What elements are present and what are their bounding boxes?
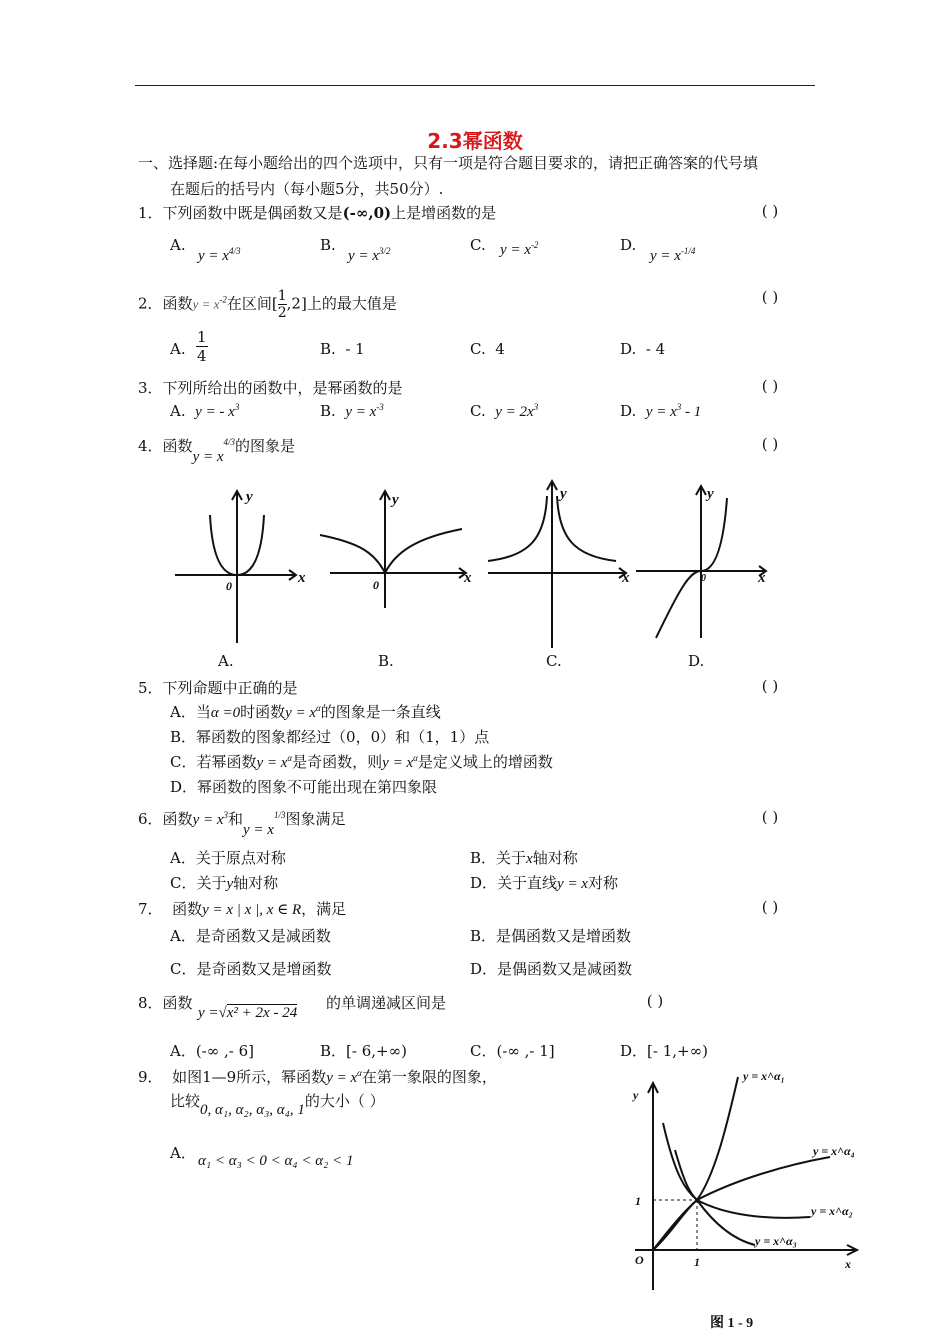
q1-option-d[interactable]: D. bbox=[620, 236, 637, 254]
graph-d-curve bbox=[656, 498, 727, 638]
graph-c-x-label: x bbox=[622, 570, 630, 586]
graph-d-origin: 0 bbox=[701, 573, 706, 584]
q9-stem: 9． 如图1—9所示，幂函数$y = x^\alpha$在第一象限的图象， bbox=[138, 1068, 497, 1086]
q3-stem: 3．下列所给出的函数中，是幂函数的是 bbox=[138, 379, 403, 397]
q5-option-d[interactable]: D．幂函数的图象不可能出现在第四象限 bbox=[170, 778, 438, 796]
graph-a-x-label: x bbox=[298, 570, 306, 586]
fig-label-alpha1: y = x^α₁ bbox=[743, 1069, 785, 1083]
q2-option-d[interactable]: D. - 4 bbox=[620, 340, 666, 358]
q1-option-c-expr: $y = x^{-2}$ bbox=[500, 240, 539, 258]
q2-stem: 2．函数$y = x^{-2}$在区间[ $\frac{1}{2}$ ,2]上的最大值是 bbox=[138, 288, 397, 321]
q8-option-d[interactable]: D．[- 1,+∞) bbox=[620, 1042, 708, 1060]
q4-answer-paren: ( ) bbox=[761, 435, 779, 453]
q3-option-a[interactable]: A. y = - $x^3$ bbox=[170, 402, 240, 420]
q1-option-a-expr: $y = x^{4/3}$ bbox=[198, 246, 241, 264]
q5-option-b[interactable]: B．幂函数的图象都经过（0，0）和（1，1）点 bbox=[170, 728, 490, 746]
q5-stem: 5．下列命题中正确的是 bbox=[138, 679, 298, 697]
fig-label-alpha2: y = x^α₂ bbox=[811, 1204, 853, 1218]
q3-option-c[interactable]: C. $y = 2x^3$ bbox=[470, 402, 539, 420]
fig-x-label: x bbox=[845, 1257, 851, 1271]
q3-option-d[interactable]: D. $y = x^3 - 1$ bbox=[620, 402, 702, 420]
graph-c-curve-right bbox=[557, 496, 616, 561]
q7-option-b[interactable]: B．是偶函数又是增函数 bbox=[470, 927, 632, 945]
q9-option-a-label[interactable]: A． bbox=[170, 1144, 196, 1162]
q6-option-d[interactable]: D．关于直线y = x对称 bbox=[470, 874, 618, 892]
q4-graphs bbox=[170, 478, 780, 648]
q7-answer-paren: ( ) bbox=[761, 898, 779, 916]
q1-option-b[interactable]: B. bbox=[320, 236, 336, 254]
q8-answer-paren: ( ) bbox=[646, 992, 664, 1010]
q6-answer-paren: ( ) bbox=[761, 808, 779, 826]
q1-answer-paren: ( ) bbox=[761, 202, 779, 220]
q3-option-b[interactable]: B. $y = x^{-3}$ bbox=[320, 402, 384, 420]
graph-a-origin: 0 bbox=[226, 579, 232, 593]
q4-option-c-label[interactable]: C. bbox=[546, 652, 562, 670]
graph-b-origin: 0 bbox=[373, 578, 379, 592]
curve-alpha1 bbox=[653, 1077, 738, 1250]
fig-label-alpha4: y = x^α₄ bbox=[813, 1144, 855, 1158]
header-rule bbox=[135, 85, 815, 86]
q9-stem-line2: 比较0, α₁, α₂, α₃, α₄, 1的大小（ ） bbox=[170, 1092, 385, 1118]
q5-option-c[interactable]: C．若幂函数$y = x^\alpha$是奇函数，则$y = x^\alpha$是定义域上的增函数 bbox=[170, 753, 553, 771]
q6-option-a[interactable]: A．关于原点对称 bbox=[170, 849, 286, 867]
q3-answer-paren: ( ) bbox=[761, 377, 779, 395]
q4-option-d-label[interactable]: D. bbox=[688, 652, 705, 670]
q5-option-a[interactable]: A．当α =0时函数$y = x^\alpha$的图象是一条直线 bbox=[170, 703, 441, 721]
graph-d-y-label: y bbox=[707, 486, 714, 502]
graph-d-x-label: x bbox=[758, 570, 766, 586]
q8-stem: 8．函数 bbox=[138, 994, 193, 1012]
q6-stem: 6．函数$y = x^3$和$y = x^{1/3}$图象满足 bbox=[138, 810, 346, 838]
q1-stem: 1．下列函数中既是偶函数又是(-∞,0)上是增函数的是 bbox=[138, 204, 497, 222]
graph-c-y-label: y bbox=[560, 486, 567, 502]
q6-option-b[interactable]: B．关于x轴对称 bbox=[470, 849, 578, 867]
curve-alpha2 bbox=[663, 1123, 810, 1218]
graph-b-curve bbox=[320, 529, 462, 573]
q4-stem: 4．函数$y = x^{4/3}$的图象是 bbox=[138, 437, 296, 465]
q5-answer-paren: ( ) bbox=[761, 677, 779, 695]
curve-alpha4 bbox=[653, 1157, 830, 1250]
q2-option-c[interactable]: C. 4 bbox=[470, 340, 505, 358]
q8-expr: y =√x² + 2x - 24 bbox=[198, 1005, 298, 1021]
section-instruction-line1: 一、选择题:在每小题给出的四个选项中，只有一项是符合题目要求的，请把正确答案的代号填 bbox=[138, 154, 759, 172]
q2-option-a-fraction: 1 4 bbox=[197, 328, 207, 365]
q1-option-a[interactable]: A. bbox=[170, 236, 186, 254]
fig-label-alpha3: y = x^α₃ bbox=[755, 1234, 797, 1248]
fig-origin: O bbox=[635, 1253, 644, 1267]
q1-option-d-expr: $y = x^{-1/4}$ bbox=[650, 246, 696, 264]
q7-option-c[interactable]: C．是奇函数又是增函数 bbox=[170, 960, 332, 978]
graph-b-x-label: x bbox=[464, 570, 472, 586]
q2-option-b[interactable]: B. - 1 bbox=[320, 340, 365, 358]
section-instruction-line2: 在题后的括号内（每小题5分，共50分）. bbox=[170, 180, 444, 198]
graph-c-curve-left bbox=[488, 496, 547, 561]
q9-option-a-expr: α₁ < α₃ < 0 < α₄ < α₂ < 1 bbox=[198, 1153, 354, 1169]
q7-stem: 7． 函数y = x | x |, x ∈ R，满足 bbox=[138, 900, 347, 918]
q1-option-c[interactable]: C. bbox=[470, 236, 486, 254]
q4-option-b-label[interactable]: B. bbox=[378, 652, 394, 670]
q6-option-c[interactable]: C．关于y轴对称 bbox=[170, 874, 279, 892]
fig-one-y: 1 bbox=[635, 1194, 641, 1208]
q7-option-d[interactable]: D．是偶函数又是减函数 bbox=[470, 960, 633, 978]
q2-answer-paren: ( ) bbox=[761, 288, 779, 306]
q9-figure bbox=[615, 1065, 865, 1340]
q4-option-a-label[interactable]: A. bbox=[218, 652, 234, 670]
q8-stem-tail: 的单调递减区间是 bbox=[326, 994, 447, 1012]
q8-option-b[interactable]: B．[- 6,+∞) bbox=[320, 1042, 407, 1060]
page-title: 2.3幂函数 bbox=[427, 129, 523, 153]
q7-option-a[interactable]: A．是奇函数又是减函数 bbox=[170, 927, 331, 945]
graph-a-y-label: y bbox=[246, 489, 253, 505]
q8-option-a[interactable]: A．(-∞ ,- 6] bbox=[170, 1042, 255, 1060]
q2-option-a[interactable]: A. bbox=[170, 340, 186, 358]
graph-b-y-label: y bbox=[392, 492, 399, 508]
fig-y-label: y bbox=[633, 1088, 639, 1102]
fig-caption: 图 1 - 9 bbox=[710, 1316, 754, 1331]
fig-one-x: 1 bbox=[694, 1255, 700, 1269]
q8-option-c[interactable]: C．(-∞ ,- 1] bbox=[470, 1042, 555, 1060]
q1-option-b-expr: $y = x^{3/2}$ bbox=[348, 246, 391, 264]
